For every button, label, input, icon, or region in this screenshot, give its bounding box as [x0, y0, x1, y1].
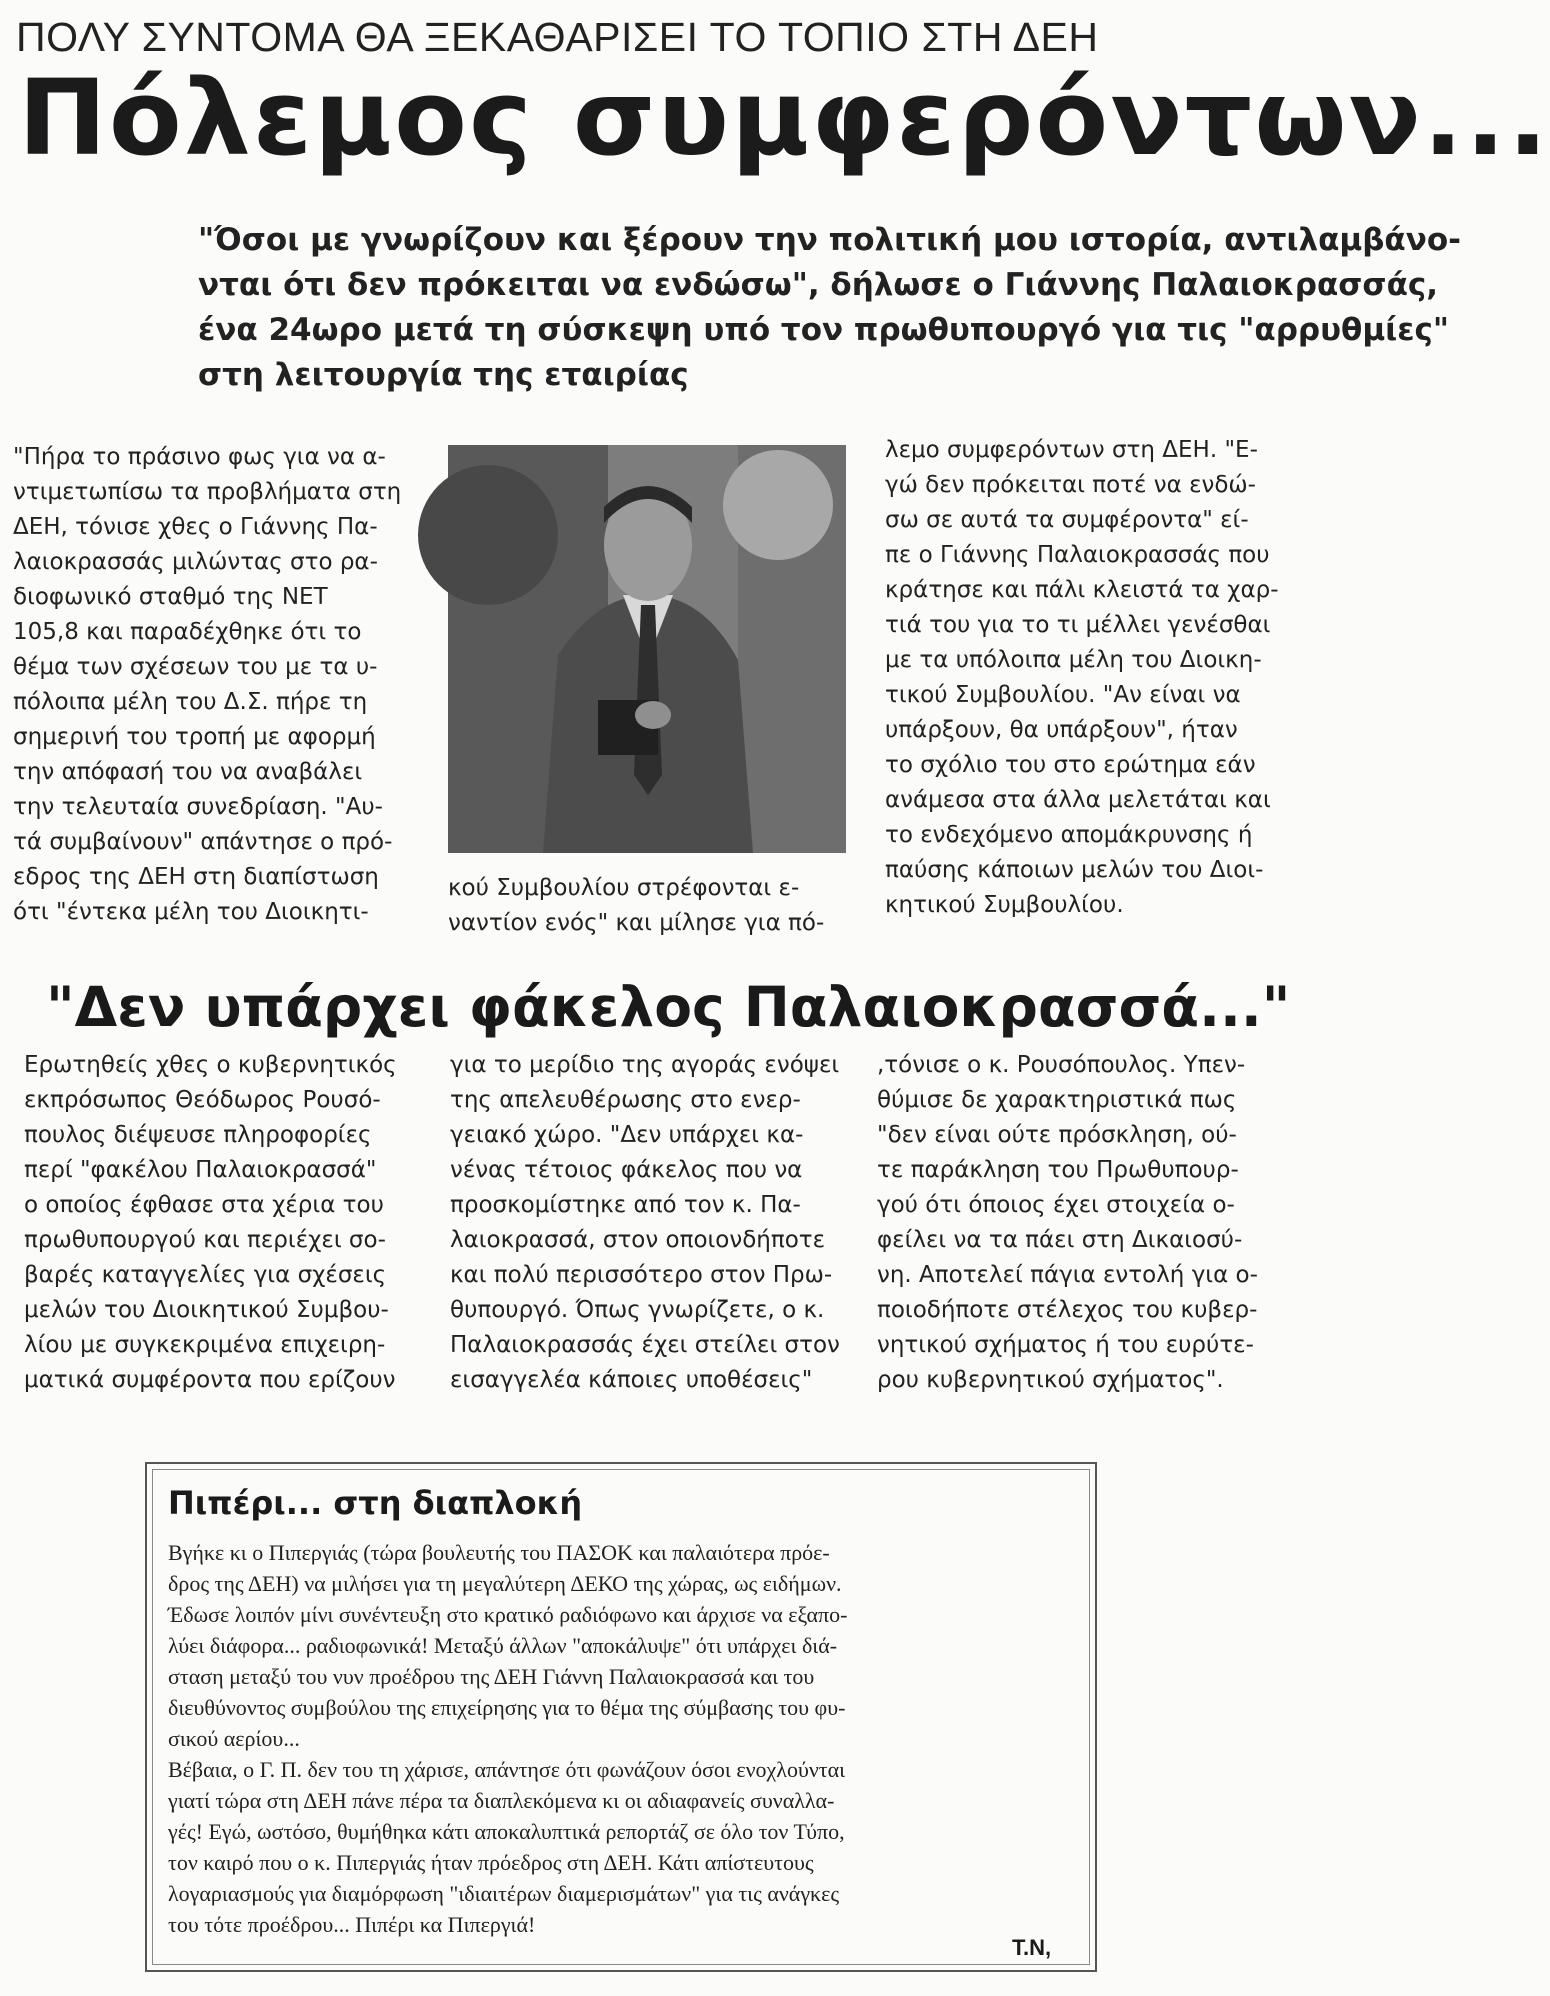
lead-line: στη λειτουργία της εταιρίας [198, 357, 689, 393]
text-line: λαιοκρασσάς μιλώντας στο ρα- [13, 549, 378, 575]
text-line: πόλοιπα μέλη του Δ.Σ. πήρε τη [13, 689, 368, 715]
text-line: ο οποίος έφθασε στα χέρια του [24, 1192, 384, 1218]
article1-column-1 [13, 440, 433, 930]
text-line: Ερωτηθείς χθες ο κυβερνητικός [24, 1052, 397, 1078]
text-line: ναντίον ενός" και μίλησε για πό- [448, 910, 825, 936]
lead-line: νται ότι δεν πρόκειται να ενδώσω", δήλωσε ο Γιάννης Παλαιοκρασσάς, [198, 267, 1439, 303]
text-line: υπάρξουν, θα υπάρξουν", ήταν [885, 717, 1238, 743]
text-line: τε παράκληση του Πρωθυπουρ- [877, 1157, 1239, 1183]
text-line: λαιοκρασσά, στον οποιονδήποτε [450, 1227, 826, 1253]
text-line: σικού αερίου... [168, 1726, 300, 1751]
text-line: Έδωσε λοιπόν μίνι συνέντευξη στο κρατικό ραδιόφωνο και άρχισε να εξαπο- [168, 1602, 848, 1627]
author-signature: Τ.Ν, [1012, 1935, 1052, 1960]
text-line: νένας τέτοιος φάκελος που να [450, 1157, 803, 1183]
kicker: ΠΟΛΥ ΣΥΝΤΟΜΑ ΘΑ ΞΕΚΑΘΑΡΙΣΕΙ ΤΟ ΤΟΠΙΟ ΣΤΗ ΔΕΗ [16, 14, 1099, 60]
text-line: εκπρόσωπος Θεόδωρος Ρουσό- [24, 1087, 381, 1113]
text-line: παύσης κάποιων μελών του Διοι- [885, 857, 1264, 883]
text-line: βαρές καταγγελίες για σχέσεις [24, 1262, 387, 1288]
text-line: πρωθυπουργού και περιέχει σο- [24, 1227, 386, 1253]
article2-column-1 [24, 1048, 434, 1398]
portrait-illustration [448, 445, 846, 853]
text-line: 105,8 και παραδέχθηκε ότι το [13, 619, 362, 645]
text-line: ότι "έντεκα μέλη του Διοικητι- [13, 899, 369, 925]
text-line: τικού Συμβουλίου. "Αν είναι να [885, 682, 1241, 708]
text-line: κού Συμβουλίου στρέφονται ε- [448, 875, 800, 901]
text-line: θύμισε δε χαρακτηριστικά πως [877, 1087, 1237, 1113]
text-line: ματικά συμφέροντα που ερίζουν [24, 1367, 396, 1393]
text-line: την απόφασή του να αναβάλει [13, 759, 363, 785]
text-line: ,τόνισε ο κ. Ρουσόπουλος. Υπεν- [877, 1052, 1246, 1078]
text-line: λίου με συγκεκριμένα επιχειρη- [24, 1332, 386, 1358]
text-line: προσκομίστηκε από τον κ. Πα- [450, 1192, 801, 1218]
text-line: θέμα των σχέσεων του με τα υ- [13, 654, 378, 680]
text-line: νητικού σχήματος ή του ευρύτε- [877, 1332, 1254, 1358]
text-line: ρου κυβερνητικού σχήματος". [877, 1367, 1224, 1393]
article1-column-3 [885, 433, 1325, 923]
text-line: φείλει να τα πάει στη Δικαιοσύ- [877, 1227, 1243, 1253]
lead-line: "Όσοι με γνωρίζουν και ξέρουν την πολιτική μου ιστορία, αντιλαμβάνο- [198, 222, 1461, 258]
text-line: ΔΕΗ, τόνισε χθες ο Γιάννης Πα- [13, 514, 378, 540]
text-line: το σχόλιο του στο ερώτημα εάν [885, 752, 1256, 778]
text-line: λεμο συμφερόντων στη ΔΕΗ. "Ε- [885, 437, 1258, 463]
sidebar-title: Πιπέρι... στη διαπλοκή [168, 1484, 583, 1522]
article2-column-3 [877, 1048, 1322, 1398]
lead-paragraph [198, 218, 1461, 398]
text-line: κράτησε και πάλι κλειστά τα χαρ- [885, 577, 1279, 603]
article1-column-2 [448, 871, 858, 941]
text-line: σω σε αυτά τα συμφέροντα" εί- [885, 507, 1249, 533]
article2-column-2 [450, 1048, 860, 1398]
text-line: Παλαιοκρασσάς έχει στείλει στον [450, 1332, 840, 1358]
portrait-photo [448, 445, 846, 853]
text-line: ποιοδήποτε στέλεχος του κυβερ- [877, 1297, 1258, 1323]
text-line: νη. Αποτελεί πάγια εντολή για ο- [877, 1262, 1258, 1288]
text-line: με τα υπόλοιπα μέλη του Διοικη- [885, 647, 1262, 673]
text-line: της απελευθέρωσης στο ενερ- [450, 1087, 801, 1113]
text-line: μελών του Διοικητικού Συμβου- [24, 1297, 389, 1323]
text-line: πουλος διέψευσε πληροφορίες [24, 1122, 372, 1148]
text-line: γειακό χώρο. "Δεν υπάρχει κα- [450, 1122, 804, 1148]
text-line: κητικού Συμβουλίου. [885, 892, 1124, 918]
text-line: Βγήκε κι ο Πιπεργιάς (τώρα βουλευτής του ΠΑΣΟΚ και παλαιότερα πρόε- [168, 1540, 830, 1565]
text-line: για το μερίδιο της αγοράς ενόψει [450, 1052, 840, 1078]
text-line: περί "φακέλου Παλαιοκρασσά" [24, 1157, 377, 1183]
text-line: διοφωνικό σταθμό της ΝΕΤ [13, 584, 328, 610]
text-line: και πολύ περισσότερο στον Πρω- [450, 1262, 833, 1288]
text-line: γές! Εγώ, ωστόσο, θυμήθηκα κάτι αποκαλυπτικά ρεπορτάζ σε όλο τον Τύπο, [168, 1819, 845, 1844]
text-line: τον καιρό που ο κ. Πιπεργιάς ήταν πρόεδρος στη ΔΕΗ. Κάτι απίστευτους [168, 1850, 814, 1875]
text-line: γιατί τώρα στη ΔΕΗ πάνε πέρα τα διαπλεκόμενα κι οι αδιαφανείς συναλλα- [168, 1788, 835, 1813]
text-line: "Πήρα το πράσινο φως για να α- [13, 444, 386, 470]
text-line: γώ δεν πρόκειται ποτέ να ενδώ- [885, 472, 1256, 498]
text-line: θυπουργό. Όπως γνωρίζετε, ο κ. [450, 1297, 825, 1323]
headline: Πόλεμος συμφερόντων... [18, 57, 1550, 179]
text-line: ντιμετωπίσω τα προβλήματα στη [13, 479, 402, 505]
section-subheading: "Δεν υπάρχει φάκελος Παλαιοκρασσά..." [46, 975, 1291, 1039]
text-line: ανάμεσα στα άλλα μελετάται και [885, 787, 1271, 813]
text-line: εισαγγελέα κάποιες υποθέσεις" [450, 1367, 813, 1393]
text-line: το ενδεχόμενο απομάκρυνσης ή [885, 822, 1253, 848]
text-line: σταση μεταξύ του νυν προέδρου της ΔΕΗ Γιάννη Παλαιοκρασσά και του [168, 1664, 815, 1689]
text-line: λύει διάφορα... ραδιοφωνικά! Μεταξύ άλλων "αποκάλυψε" ότι υπάρχει διά- [168, 1633, 838, 1658]
text-line: την τελευταία συνεδρίαση. "Αυ- [13, 794, 383, 820]
text-line: τά συμβαίνουν" απάντησε ο πρό- [13, 829, 393, 855]
text-line: λογαριασμούς για διαμόρφωση "ιδιαιτέρων διαμερισμάτων" για τις ανάγκες [168, 1881, 840, 1906]
text-line: διευθύνοντος συμβούλου της επιχείρησης για το θέμα της σύμβασης του φυ- [168, 1695, 846, 1720]
text-line: σημερινή του τροπή με αφορμή [13, 724, 376, 750]
text-line: γού ότι όποιος έχει στοιχεία ο- [877, 1192, 1235, 1218]
sidebar-body [168, 1537, 1088, 1940]
lead-line: ένα 24ωρο μετά τη σύσκεψη υπό τον πρωθυπουργό για τις "αρρυθμίες" [198, 312, 1450, 348]
text-line: πε ο Γιάννης Παλαιοκρασσάς που [885, 542, 1270, 568]
text-line: τιά του για το τι μέλλει γενέσθαι [885, 612, 1271, 638]
text-line: εδρος της ΔΕΗ στη διαπίστωση [13, 864, 379, 890]
text-line: του τότε προέδρου... Πιπέρι κα Πιπεργιά! [168, 1912, 536, 1937]
text-line: "δεν είναι ούτε πρόσκληση, ού- [877, 1122, 1237, 1148]
text-line: Βέβαια, ο Γ. Π. δεν του τη χάρισε, απάντησε ότι φωνάζουν όσοι ενοχλούνται [168, 1757, 846, 1782]
text-line: δρος της ΔΕΗ) να μιλήσει για τη μεγαλύτερη ΔΕΚΟ της χώρας, ως ειδήμων. [168, 1571, 842, 1596]
